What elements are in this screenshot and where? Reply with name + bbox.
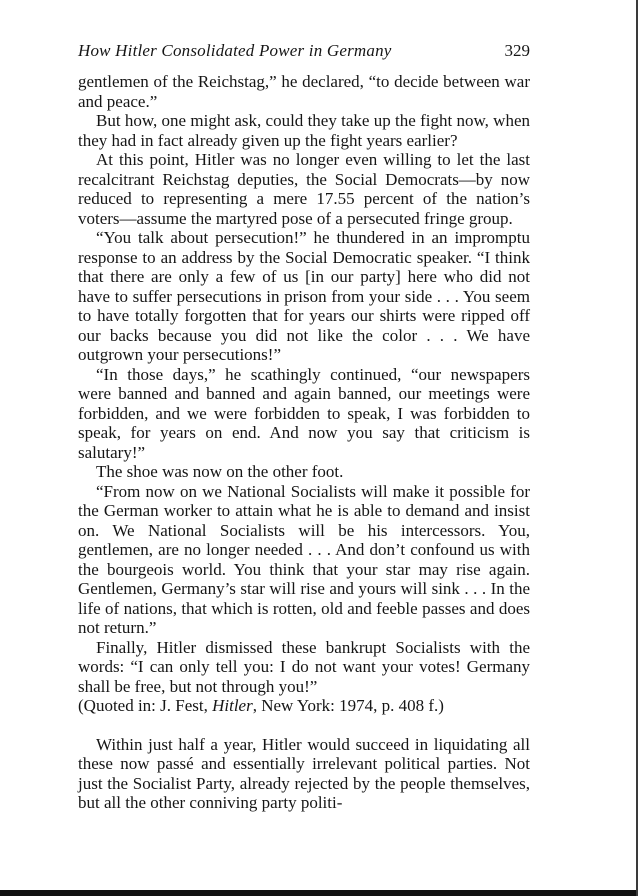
running-head: How Hitler Consolidated Power in Germany [78,41,392,60]
page-bottom-edge [0,890,638,896]
paragraph-final: Within just half a year, Hitler would succeed in liquidating all these now passé and essentially irrelevant political parties. Not just the Socialist Party, already rejected by the people themselves, but all the other conniving party politi- [78,734,530,812]
citation-prefix: (Quoted in: J. Fest, [78,696,213,715]
paragraph: The shoe was now on the other foot. [96,462,344,481]
paragraph-quote: “You talk about persecution!” he thundered in an impromptu response to an address by the Social Democratic speaker. “I think that there are only a few of us [in our party] here who did not have to suffer persecutions in prison from your side . . . You seem to have totally forgotten that for years our shirts were ripped off our backs because you did not like the color . . . We have outgrown your persecutions!” [78,228,530,364]
paragraph-continuation: gentlemen of the Reichstag,” he declared, “to decide between war and peace.” [78,72,530,111]
citation-suffix: , New York: 1974, p. 408 f.) [252,696,444,715]
paragraph-quote: “In those days,” he scathingly continued, “our newspapers were banned and banned and again banned, our meetings were forbidden, and we were forbidden to speak, I was forbidden to speak, for years on end. And now you say that criticism is salutary!” [78,364,530,462]
page-header [78,41,558,63]
paragraph: Finally, Hitler dismissed these bankrupt Socialists with the words: “I can only tell you: I do not want your votes! Germany shall be free, but not through you!” [78,637,530,696]
page-number: 329 [504,41,530,60]
source-citation [78,696,530,716]
body-text [78,72,530,813]
paragraph-quote: “From now on we National Socialists will make it possible for the German worker to attain what he is able to demand and insist on. We National Socialists will be his intercessors. You, gentlemen, are no longer needed . . . And don’t confound us with the bourgeois world. You think that your star may rise again. Gentlemen, Germany’s star will rise and yours will sink . . . In the life of nations, that which is rotten, old and feeble passes and does not return.” [78,481,530,637]
citation-title: Hitler [212,696,253,715]
paragraph: But how, one might ask, could they take up the fight now, when they had in fact already given up the fight years earlier? [78,111,530,150]
paragraph: At this point, Hitler was no longer even willing to let the last recalcitrant Reichstag deputies, the Social Democrats—by now reduced to representing a mere 17.55 percent of the nation’s voters—assume the martyred pose of a persecuted fringe group. [78,150,530,228]
